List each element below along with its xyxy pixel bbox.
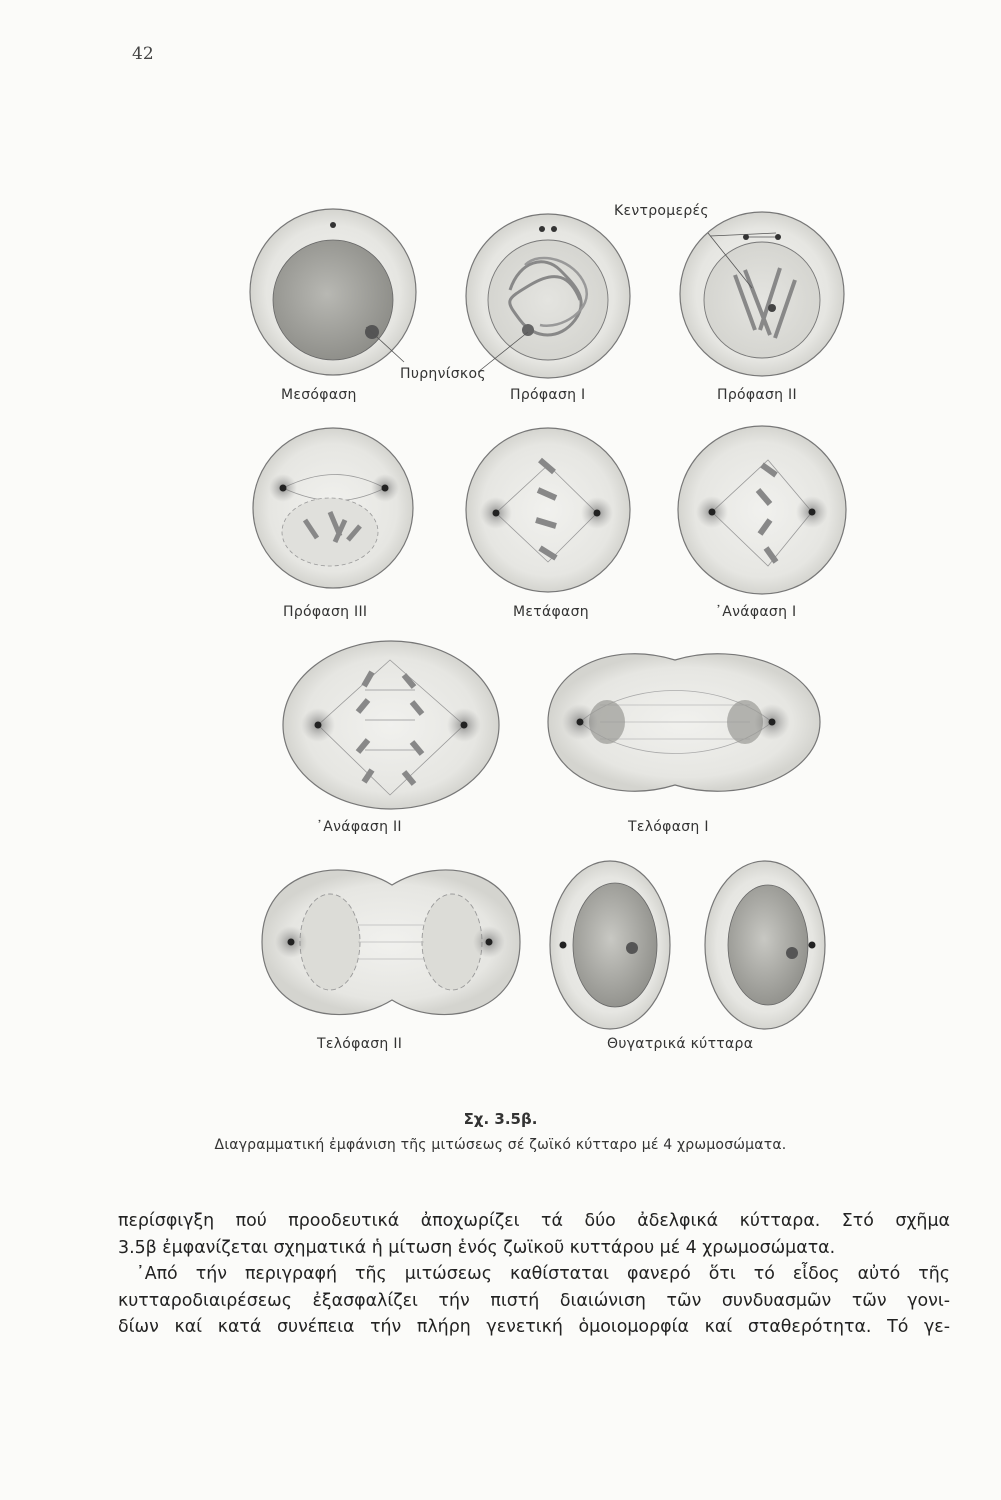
daughter-cell-right: [705, 861, 825, 1029]
telophase-2-cell: [262, 870, 520, 1015]
label-telophase-2: Τελόφαση II: [317, 1036, 403, 1052]
prophase-3-cell: [253, 428, 413, 588]
body-line-2: 3.5β ἐμφανίζεται σχηματικά ἡ μίτωση ἑνός ζωϊκοῦ κυττάρου μέ 4 χρωμοσώματα.: [118, 1237, 836, 1258]
body-line-5: δίων καί κατά συνέπεια τήν πλήρη γενετική ὁμοιομορφία καί σταθερότητα. Τό γε-: [118, 1317, 950, 1337]
body-line-4: κυτταροδιαιρέσεως ἐξασφαλίζει τήν πιστή διαιώνιση τῶν συνδυασμῶν τῶν γονι-: [118, 1290, 950, 1311]
anaphase-2-cell: [283, 641, 499, 809]
prophase-2-cell: [680, 212, 844, 376]
page-number: 42: [132, 44, 154, 64]
label-anaphase-2: ᾿Ανάφαση II: [316, 819, 402, 835]
anaphase-1-cell: [678, 426, 846, 594]
figure-caption-title: Σχ. 3.5β.: [463, 1110, 538, 1128]
label-telophase-1: Τελόφαση I: [628, 819, 709, 835]
label-prophase-3: Πρόφαση III: [283, 604, 368, 620]
label-anaphase-1: ᾿Ανάφαση I: [715, 604, 797, 620]
body-line-3: ᾿Από τήν περιγραφή τῆς μιτώσεως καθίσταται φανερό ὅτι τό εἶδος αὐτό τῆς: [136, 1264, 950, 1284]
metaphase-cell: [466, 428, 630, 592]
label-prophase-2: Πρόφαση II: [717, 387, 797, 403]
body-paragraphs: [118, 1208, 950, 1341]
figure-caption-text: Διαγραμματική ἐμφάνιση τῆς μιτώσεως σέ ζωϊκό κύτταρο μέ 4 χρωμοσώματα.: [214, 1137, 787, 1153]
body-line-1: περίσφιγξη πού προοδευτικά ἀποχωρίζει τά δύο ἀδελφικά κύτταρα. Στό σχῆμα: [118, 1211, 950, 1231]
label-prophase-1: Πρόφαση I: [510, 387, 586, 403]
telophase-1-cell: [548, 654, 820, 791]
daughter-cell-left: [550, 861, 670, 1029]
label-interphase: Μεσόφαση: [281, 387, 357, 403]
prophase-1-cell: [466, 214, 630, 378]
label-nucleolus: Πυρηνίσκος: [400, 366, 486, 382]
label-centromeres: Κεντρομερές: [614, 203, 709, 219]
label-daughter-cells: Θυγατρικά κύτταρα: [607, 1036, 754, 1052]
label-metaphase: Μετάφαση: [513, 604, 589, 620]
